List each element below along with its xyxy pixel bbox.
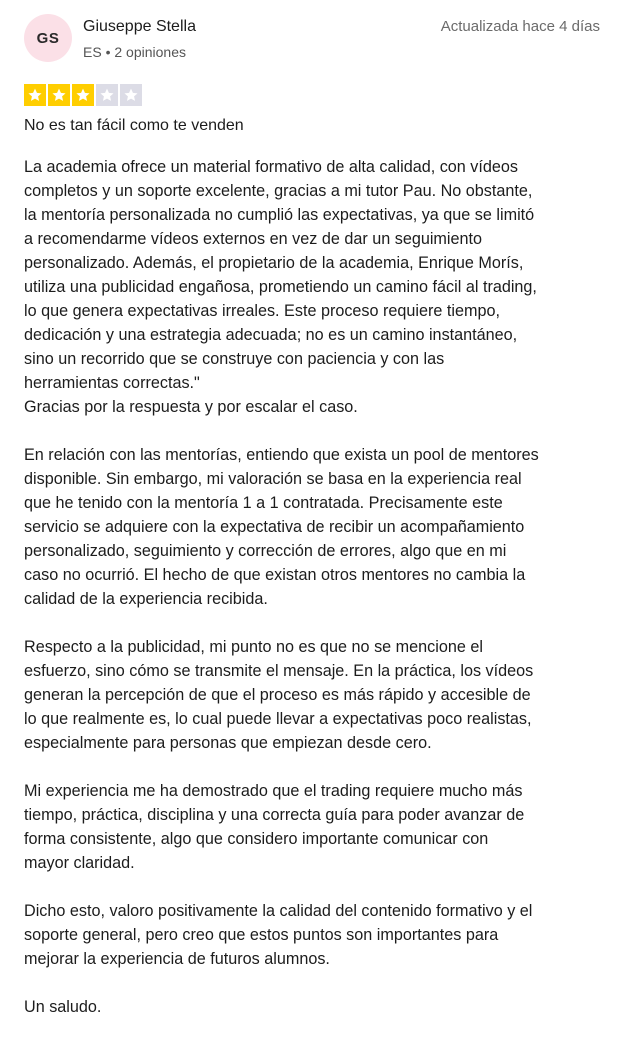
- review-text-line: personalizado, seguimiento y corrección de errores, algo que en mi: [24, 542, 507, 560]
- review-text-line: mayor claridad.: [24, 854, 135, 872]
- reviewer-reviews-count: 2 opiniones: [114, 44, 186, 60]
- meta-separator: •: [105, 44, 111, 60]
- review-paragraph: [24, 995, 602, 1019]
- review-text-line: Mi experiencia me ha demostrado que el trading requiere mucho más: [24, 782, 523, 800]
- review-text-line: completos y un soporte excelente, gracias a mi tutor Pau. No obstante,: [24, 182, 533, 200]
- review-paragraph: [24, 635, 602, 755]
- review-text-line: caso no ocurrió. El hecho de que existan otros mentores no cambia la: [24, 566, 526, 584]
- star-icon: [120, 84, 142, 106]
- review-paragraph: [24, 899, 602, 971]
- review-text-line: La academia ofrece un material formativo de alta calidad, con vídeos: [24, 158, 518, 176]
- review-text-line: lo que genera expectativas irreales. Este proceso requiere tiempo,: [24, 302, 500, 320]
- review-text-line: Respecto a la publicidad, mi punto no es que no se mencione el: [24, 638, 483, 656]
- review-header: [24, 14, 600, 66]
- review-text-line: personalizado. Además, el propietario de la academia, Enrique Morís,: [24, 254, 524, 272]
- review-text-line: que he tenido con la mentoría 1 a 1 contratada. Precisamente este: [24, 494, 503, 512]
- avatar[interactable]: GS: [24, 14, 72, 62]
- star-rating: [24, 84, 142, 106]
- star-icon: [96, 84, 118, 106]
- review-text-line: sino un recorrido que se construye con paciencia y con las: [24, 350, 445, 368]
- review-paragraph: [24, 155, 602, 419]
- review-text-line: Dicho esto, valoro positivamente la calidad del contenido formativo y el: [24, 902, 533, 920]
- reviewer-meta: [83, 44, 186, 60]
- review-text-line: Un saludo.: [24, 998, 102, 1016]
- review-date: Actualizada hace 4 días: [440, 18, 600, 35]
- review-text-line: dedicación y una estrategia adecuada; no es un camino instantáneo,: [24, 326, 518, 344]
- review-text-line: calidad de la experiencia recibida.: [24, 590, 268, 608]
- review-text-line: esfuerzo, sino cómo se transmite el mensaje. En la práctica, los vídeos: [24, 662, 534, 680]
- review-text-line: soporte general, pero creo que estos puntos son importantes para: [24, 926, 499, 944]
- review-text-line: la mentoría personalizada no cumplió las expectativas, ya que se limitó: [24, 206, 535, 224]
- review-title[interactable]: No es tan fácil como te venden: [24, 117, 244, 134]
- review-text-line: tiempo, práctica, disciplina y una correcta guía para poder avanzar de: [24, 806, 525, 824]
- reviewer-country: ES: [83, 44, 102, 60]
- review-text-line: servicio se adquiere con la expectativa de recibir un acompañamiento: [24, 518, 525, 536]
- review-text-line: generan la percepción de que el proceso es más rápido y accesible de: [24, 686, 531, 704]
- review-text-line: herramientas correctas.": [24, 374, 200, 392]
- review-body: [24, 155, 602, 1043]
- star-icon: [24, 84, 46, 106]
- review-paragraph: [24, 779, 602, 875]
- review-text-line: especialmente para personas que empiezan desde cero.: [24, 734, 432, 752]
- review-text-line: a recomendarme vídeos externos en vez de dar un seguimiento: [24, 230, 483, 248]
- review-text-line: En relación con las mentorías, entiendo que exista un pool de mentores: [24, 446, 539, 464]
- review-text-line: forma consistente, algo que considero importante comunicar con: [24, 830, 489, 848]
- review-text-line: utiliza una publicidad engañosa, prometiendo un camino fácil al trading,: [24, 278, 537, 296]
- review-text-line: disponible. Sin embargo, mi valoración se basa en la experiencia real: [24, 470, 522, 488]
- review-text-line: mejorar la experiencia de futuros alumnos.: [24, 950, 330, 968]
- star-icon: [72, 84, 94, 106]
- review-text-line: Gracias por la respuesta y por escalar el caso.: [24, 398, 358, 416]
- reviewer-name[interactable]: Giuseppe Stella: [83, 18, 196, 35]
- review-text-line: lo que realmente es, lo cual puede llevar a expectativas poco realistas,: [24, 710, 532, 728]
- review-paragraph: [24, 443, 602, 611]
- star-icon: [48, 84, 70, 106]
